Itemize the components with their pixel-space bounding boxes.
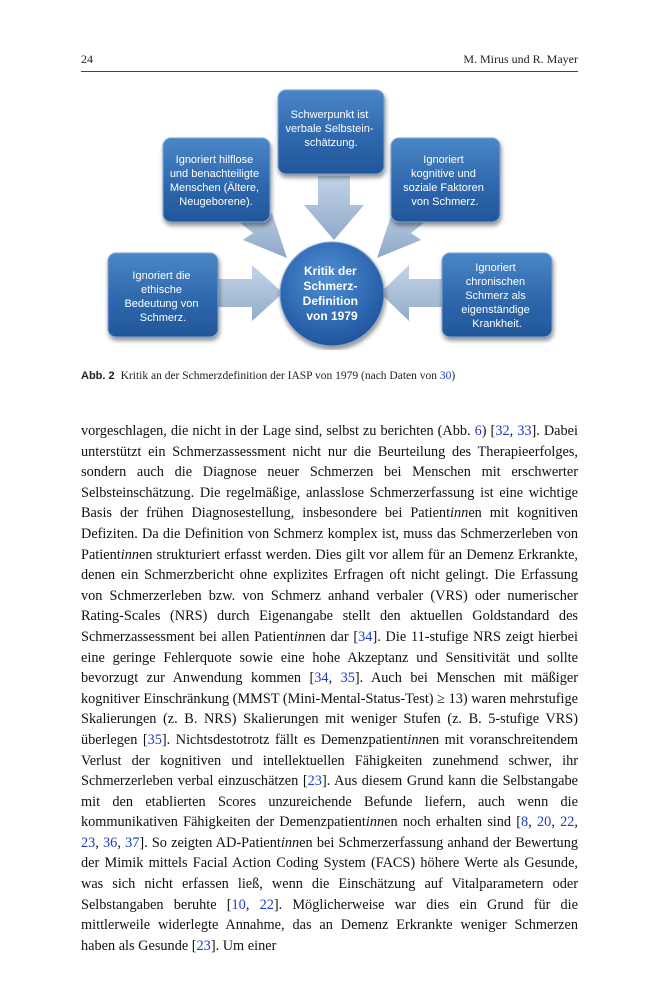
italic-text: inn — [293, 628, 313, 645]
box-line: Ignoriert — [475, 262, 516, 274]
header-rule — [81, 71, 578, 72]
body-text-segment: ]. So zeigten AD-Patient — [139, 834, 281, 851]
caption-end: ) — [451, 370, 456, 382]
body-paragraph — [81, 421, 578, 956]
body-text-segment: , — [574, 814, 578, 831]
body-text-segment: en noch erhalten sind [ — [384, 814, 522, 831]
reference-link[interactable]: 23 — [307, 773, 322, 790]
reference-link[interactable]: 34 — [314, 670, 329, 687]
italic-text: inn — [450, 505, 469, 522]
reference-link[interactable]: 20 — [537, 814, 552, 831]
body-text-segment: ]. Dabei unterstützt ein Schmerzassessment nicht nur die Beurteilung des Therapieerfolges, sondern auch die Diagnose neuer Schmerzen bei Menschen mit erschwerter Selbsteinschätzung. Die regelmäßige, anlasslose Schmerzerfassung ist eine wichtige Basis der frühen Diagnosestellung, insbesondere bei Patient — [81, 423, 578, 522]
box-line: Menschen (Ältere, — [169, 182, 260, 194]
body-text-segment: , — [95, 834, 104, 851]
running-header-authors: M. Mirus und R. Mayer — [463, 52, 578, 66]
box-line: Krankheit. — [472, 318, 522, 330]
body-text-segment: en bei Schmerzerfassung anhand der Bewertung der Mimik mittels Facial Action Coding System (FACS) höhere Werte als Gesunde, was sich nicht erfassen ließ, wenn die Einschätzung auf Vitalparametern oder Selbstangaben beruhte [ — [81, 834, 578, 913]
body-text-segment: ) [ — [481, 423, 496, 439]
body-text-segment: , — [509, 423, 518, 439]
body-text-segment: vorgeschlagen, die nicht in der Lage sind, selbst zu berichten (Abb. — [81, 423, 475, 439]
body-text-segment: ]. Auch bei Menschen mit mäßiger kognitiver Einschränkung (MMST (Mini-Mental-Status-Test) ≥ 13) waren mehrstufige Skalierungen (z. B. NRS) Skalierungen mit weniger Stufen (z. B. 5-stufige VRS) überlegen [ — [81, 670, 578, 748]
box-line: Ignoriert die — [132, 270, 191, 282]
reference-link[interactable]: 34 — [358, 628, 373, 645]
body-text-segment: ]. Möglicherweise war dies ein Grund für die mittlerweile widerlegte Annahme, das an Demenz Erkrankte weniger Schmerzen haben als Gesunde [ — [81, 896, 578, 954]
italic-text: inn — [280, 834, 300, 851]
reference-link[interactable]: 35 — [340, 670, 355, 687]
body-text-segment: , — [328, 670, 341, 687]
reference-link[interactable]: 36 — [103, 834, 118, 851]
reference-link[interactable]: 10 — [231, 896, 246, 913]
reference-link[interactable]: 6 — [474, 423, 482, 439]
reference-link[interactable]: 22 — [259, 896, 274, 913]
box-line: Ignoriert — [423, 154, 464, 166]
body-text-segment: en dar [ — [312, 628, 359, 645]
body-text-segment: en mit voranschreitendem Verlust der kognitiven und intellektuellen Fähigkeiten zunehmend schwer, ihr Schmerzerleben verbal einzuschätzen [ — [81, 731, 578, 790]
figure-label: Abb. 2 — [81, 370, 115, 382]
reference-link[interactable]: 8 — [521, 814, 529, 831]
box-line: verbale Selbstein- — [285, 123, 374, 135]
box-line: von Schmerz. — [411, 196, 479, 208]
body-text-segment: en mit kognitiven Defiziten. Da die Definition von Schmerz komplex ist, muss das Schmerzerleben von Patient — [81, 505, 578, 563]
italic-text: inn — [407, 731, 426, 748]
reference-link[interactable]: 22 — [560, 814, 575, 831]
box-line: eigenständige — [461, 304, 530, 316]
caption-text: Kritik an der Schmerzdefinition der IASP von 1979 (nach Daten von — [120, 370, 440, 382]
box-line: Neugeborene). — [179, 196, 253, 208]
reference-link[interactable]: 23 — [196, 937, 211, 954]
box-line: soziale Faktoren — [403, 182, 484, 194]
page-number: 24 — [81, 52, 93, 66]
reference-link[interactable]: 23 — [81, 834, 96, 851]
box-line: Schmerz als — [465, 290, 526, 302]
body-text-segment: ]. Aus diesem Grund kann die Selbstangabe mit den etablierten Scores unzureichende Befunde liefern, auch wenn die kommunikativen Fähigkeiten der Demenzpatient — [81, 773, 579, 831]
reference-link[interactable]: 35 — [147, 731, 162, 748]
box-line: schätzung. — [304, 137, 358, 149]
reference-link[interactable]: 32 — [495, 423, 510, 439]
center-line: Definition — [302, 294, 358, 308]
body-text-segment: ]. Die 11-stufige NRS zeigt hierbei eine geringe Fehlerquote sowie eine hohe Akzeptanz und Sensitivität und sollte bevorzugt zur Anwendung kommen [ — [81, 628, 578, 687]
figure-caption — [81, 370, 578, 382]
box-line: kognitive und — [411, 168, 476, 180]
arrow-top — [304, 176, 364, 240]
center-line: Kritik der — [303, 264, 357, 278]
italic-text: inn — [365, 814, 385, 831]
box-upper-left — [163, 138, 270, 222]
box-upper-right — [391, 138, 500, 222]
center-text — [303, 264, 362, 323]
body-text-segment: ]. Um einer — [210, 937, 277, 954]
body-text-segment: , — [528, 814, 538, 831]
box-line: Bedeutung von — [124, 298, 199, 310]
center-line: Schmerz- — [303, 279, 358, 293]
box-line: Ignoriert hilflose — [175, 154, 254, 166]
body-text-segment: , — [245, 896, 260, 913]
arrow-left — [217, 265, 283, 321]
box-line: ethische — [140, 284, 182, 296]
reference-link[interactable]: 37 — [125, 834, 140, 851]
caption-reference-link[interactable]: 30 — [439, 370, 452, 382]
box-line: und benachteiligte — [169, 168, 260, 180]
body-text-segment: , — [551, 814, 561, 831]
arrow-right — [380, 265, 444, 321]
body-text-segment: en strukturiert erfasst werden. Dies gilt vor allem für an Demenz Erkrankte, denen ein Schmerzbericht ohne explizites Erfragen oft nicht gelingt. Die Erfassung von Schmerzerleben bzw. von Schmerz anhand verbaler (VRS) oder numerischer Rating-Scales (NRS) durch Eigenangabe stellt den aktuellen Goldstandard des Schmerzassessment bei allen Patient — [81, 546, 578, 645]
criticism-diagram — [0, 80, 659, 350]
body-text-segment: ]. Nichtsdestotrotz fällt es Demenzpatient — [161, 731, 408, 748]
box-line: chronischen — [465, 276, 526, 288]
center-line: von 1979 — [306, 309, 358, 323]
italic-text: inn — [120, 546, 139, 563]
body-text-segment: , — [117, 834, 126, 851]
reference-link[interactable]: 33 — [517, 423, 532, 439]
box-line: Schmerz. — [139, 312, 187, 324]
box-line: Schwerpunkt ist — [290, 109, 369, 121]
